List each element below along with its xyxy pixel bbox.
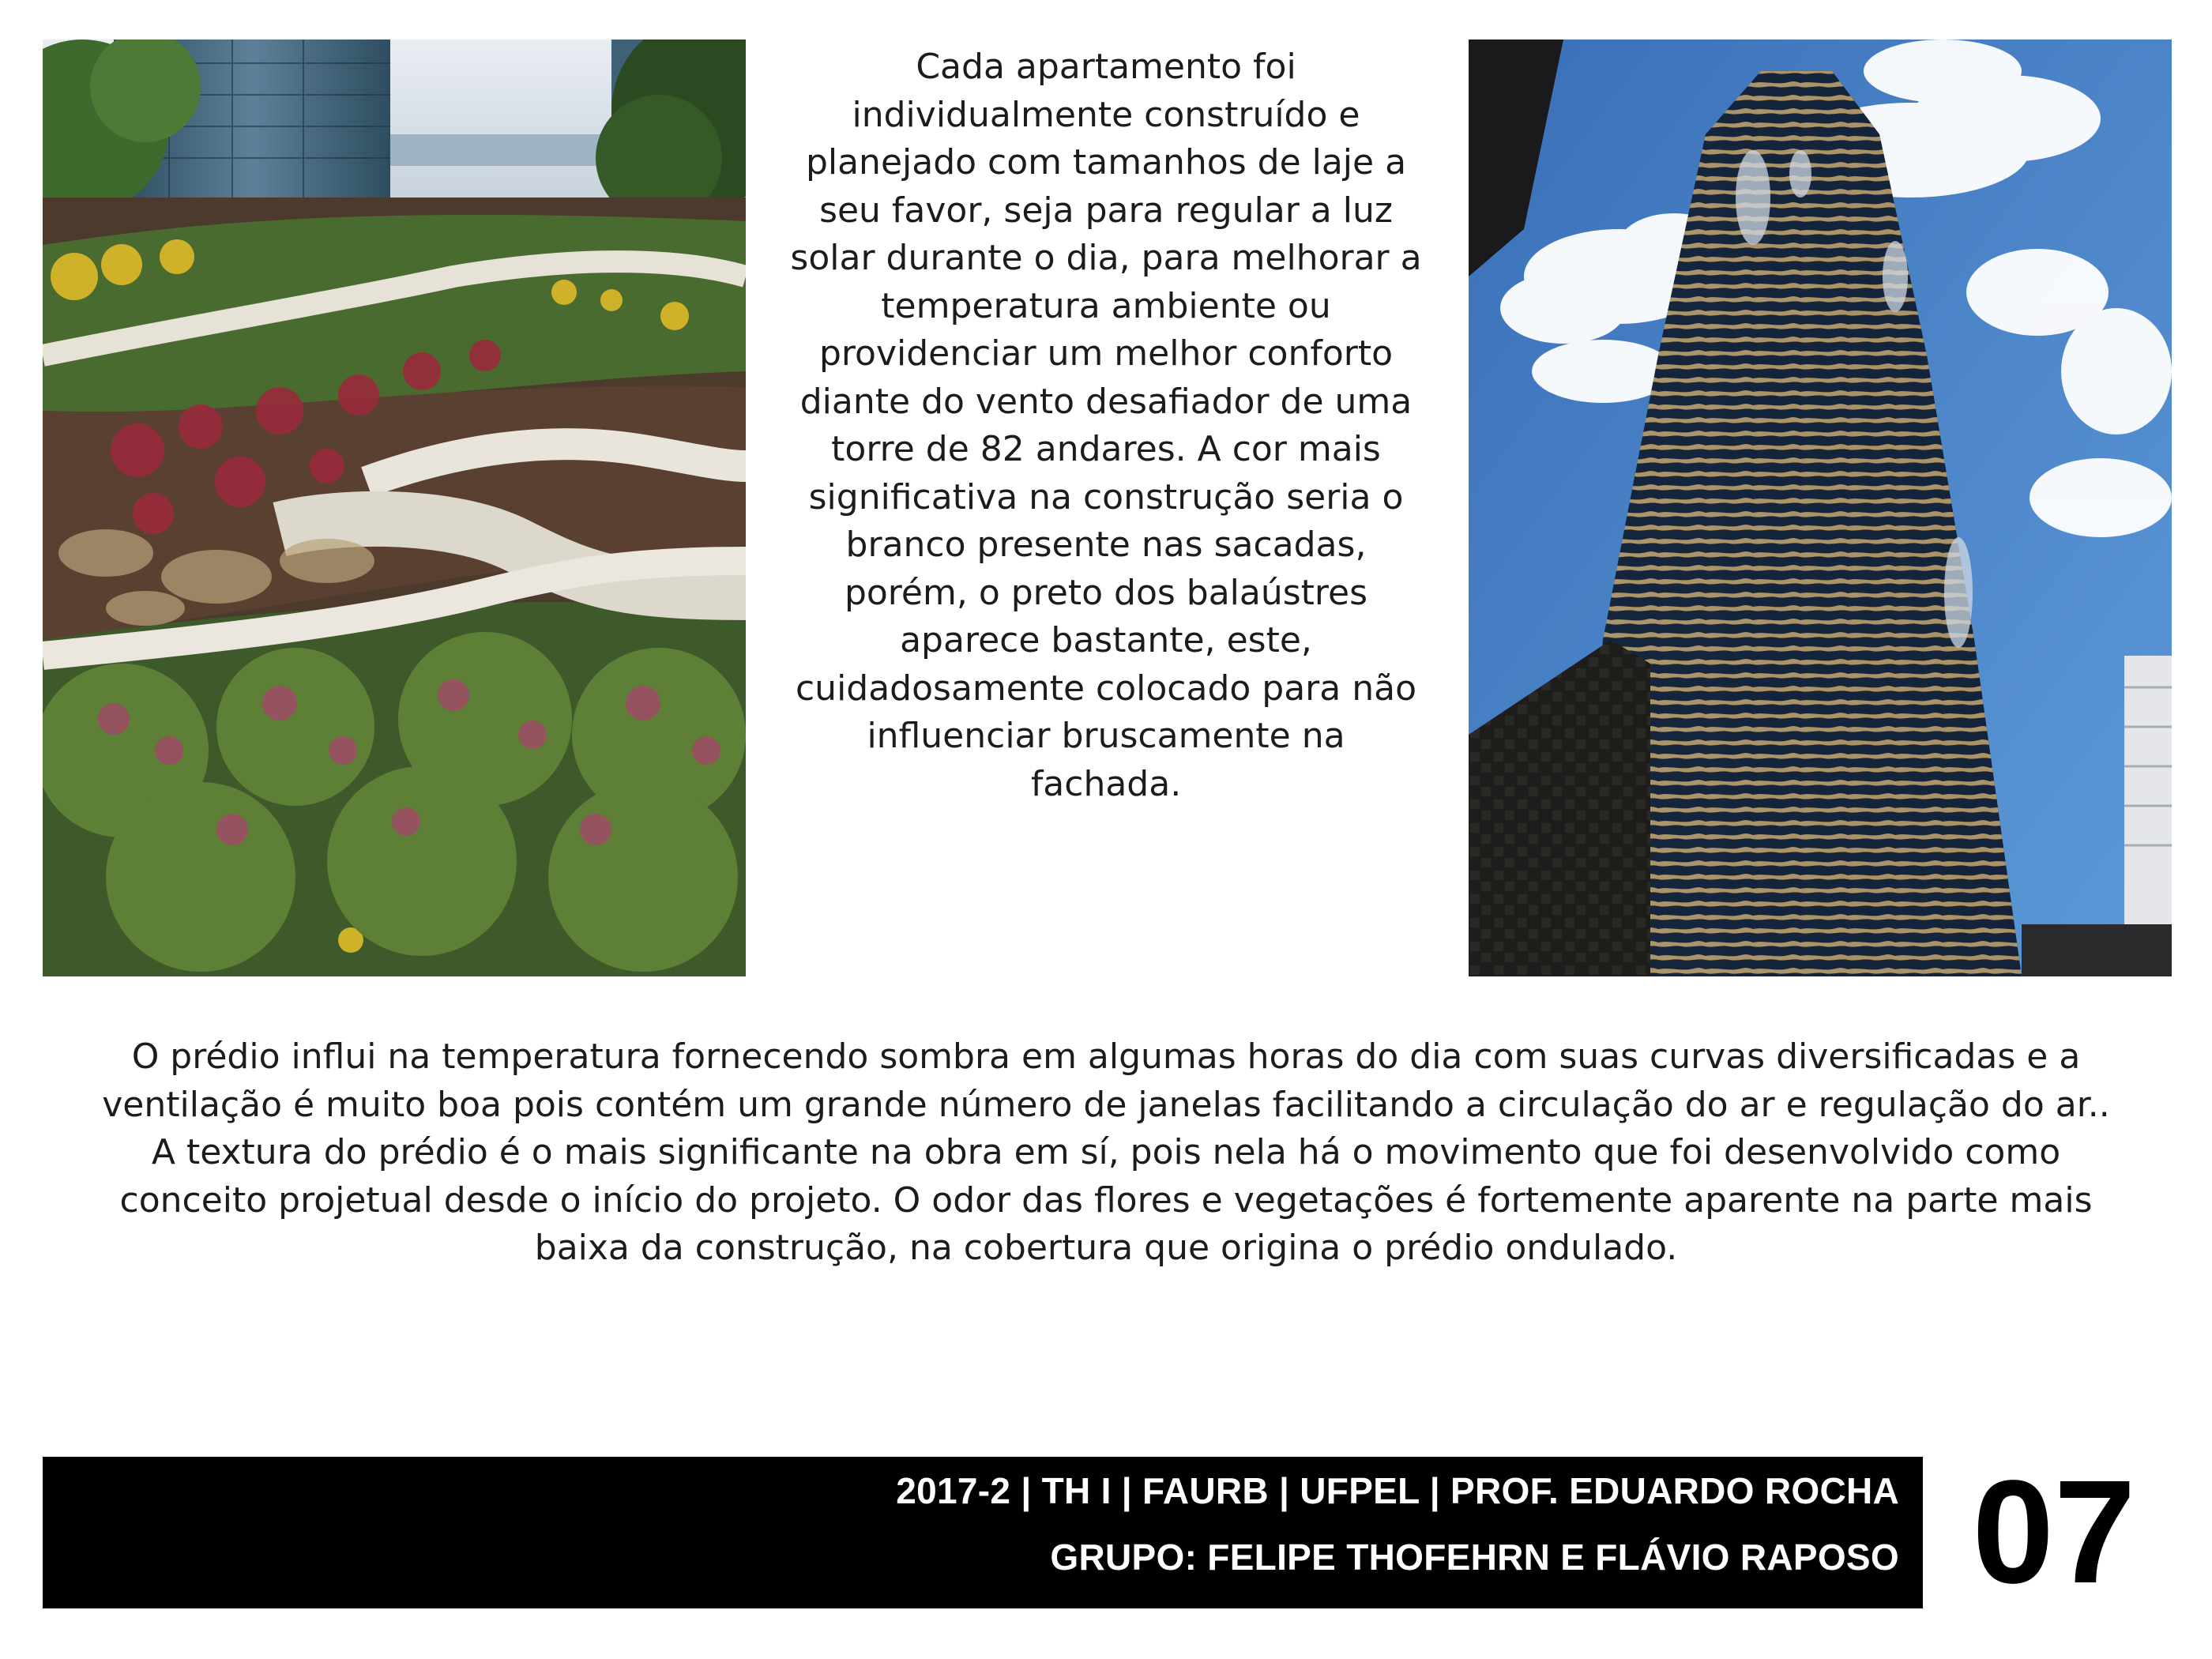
footer-bar	[43, 1457, 1923, 1608]
footer-group-info: GRUPO: FELIPE THOFEHRN E FLÁVIO RAPOSO	[1050, 1537, 1899, 1578]
bottom-paragraph: O prédio influi na temperatura fornecendo sombra em algumas horas do dia com suas curvas diversificadas e a ventilação é muito boa pois contém um grande número de janelas facilitando a circulação do ar e regulação do ar.. A textura do prédio é o mais significante na obra em sí, pois nela há o movimento que foi desenvolvido como conceito projetual desde o início do projeto. O odor das flores e vegetações é fortemente aparente na parte mais baixa da construção, na cobertura que origina o prédio ondulado.	[102, 1036, 2110, 1268]
footer-course-info: 2017-2 | TH I | FAURB | UFPEL | PROF. EDUARDO ROCHA	[896, 1470, 1899, 1511]
center-paragraph: Cada apartamento foi individualmente construído e planejado com tamanhos de laje a seu favor, seja para regular a luz solar durante o dia, para melhorar a temperatura ambiente ou providenciar um melhor conforto diante do vento desafiador de uma torre de 82 andares. A cor mais significativa na construção seria o branco presente nas sacadas, porém, o preto dos balaústres aparece bastante, este, cuidadosamente colocado para não influenciar bruscamente na fachada.	[790, 47, 1422, 804]
tower-photo	[1469, 40, 2172, 976]
page-number: 07	[1972, 1450, 2136, 1614]
rooftop-garden-photo	[43, 40, 746, 976]
